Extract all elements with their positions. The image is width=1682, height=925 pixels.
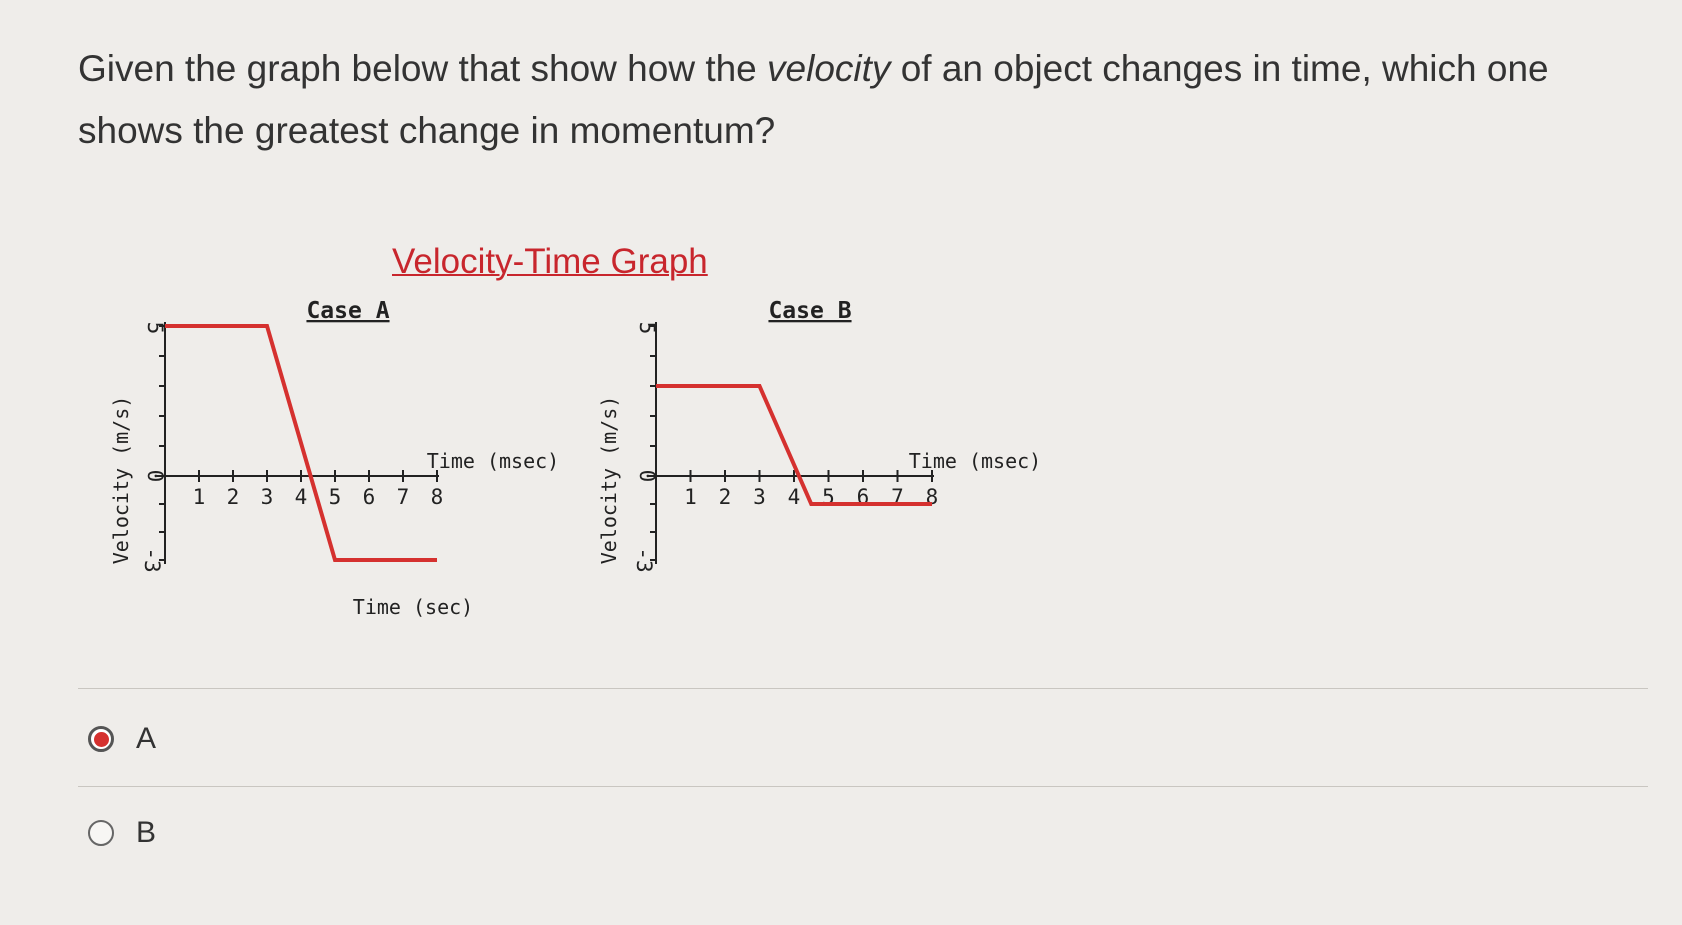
question-part-1: Given the graph below that show how the bbox=[78, 48, 768, 89]
x-tick-label: 6 bbox=[362, 485, 376, 509]
y-tick-label: 5 bbox=[635, 321, 659, 335]
radio-a-selected-dot bbox=[94, 732, 109, 747]
chart-case-a bbox=[109, 298, 559, 619]
x-tick-label: 7 bbox=[396, 485, 410, 509]
x-tick-label: 4 bbox=[294, 485, 308, 509]
x-axis-label: Time (msec) bbox=[426, 449, 560, 473]
radio-a[interactable] bbox=[88, 726, 114, 752]
y-tick-label: 5 bbox=[143, 321, 167, 335]
x-tick-label: 2 bbox=[226, 485, 240, 509]
option-a[interactable] bbox=[88, 722, 156, 756]
x-tick-label: 4 bbox=[787, 485, 801, 509]
x-tick-label: 8 bbox=[430, 485, 444, 509]
x-tick-label: 5 bbox=[328, 485, 342, 509]
x-tick-label: 2 bbox=[718, 485, 732, 509]
question-part-2: of an object changes in time, which one shows the greatest change in momentum? bbox=[78, 48, 1549, 151]
x-tick-label: 3 bbox=[260, 485, 274, 509]
series-line bbox=[165, 326, 437, 560]
y-tick-label: -3 bbox=[140, 547, 164, 573]
option-b[interactable] bbox=[88, 816, 156, 850]
x-tick-label: 8 bbox=[925, 485, 939, 509]
y-tick-label: -3 bbox=[632, 547, 656, 573]
y-tick-label: 0 bbox=[635, 469, 659, 483]
x-tick-label: 6 bbox=[856, 485, 870, 509]
x-axis-label: Time (msec) bbox=[908, 449, 1042, 473]
y-axis-label: Velocity (m/s) bbox=[109, 395, 133, 565]
x-tick-label: 1 bbox=[684, 485, 697, 509]
y-axis-label: Velocity (m/s) bbox=[597, 395, 621, 565]
option-a-label: A bbox=[136, 722, 157, 755]
chart-title: Case A bbox=[306, 298, 390, 324]
x-tick-label: 7 bbox=[891, 485, 904, 509]
x-tick-label: 5 bbox=[822, 485, 835, 509]
option-b-label: B bbox=[136, 816, 157, 849]
divider-top bbox=[78, 688, 1648, 689]
radio-b[interactable] bbox=[88, 820, 114, 846]
chart-case-b bbox=[597, 298, 1041, 573]
x-tick-label: 1 bbox=[192, 485, 206, 509]
y-tick-label: 0 bbox=[143, 469, 167, 483]
question-emphasis: velocity bbox=[767, 48, 891, 89]
x-axis-label-secondary: Time (sec) bbox=[352, 595, 474, 619]
figure-title: Velocity-Time Graph bbox=[392, 242, 708, 281]
x-tick-label: 3 bbox=[753, 485, 766, 509]
chart-title: Case B bbox=[768, 298, 852, 324]
divider-middle bbox=[78, 786, 1648, 787]
